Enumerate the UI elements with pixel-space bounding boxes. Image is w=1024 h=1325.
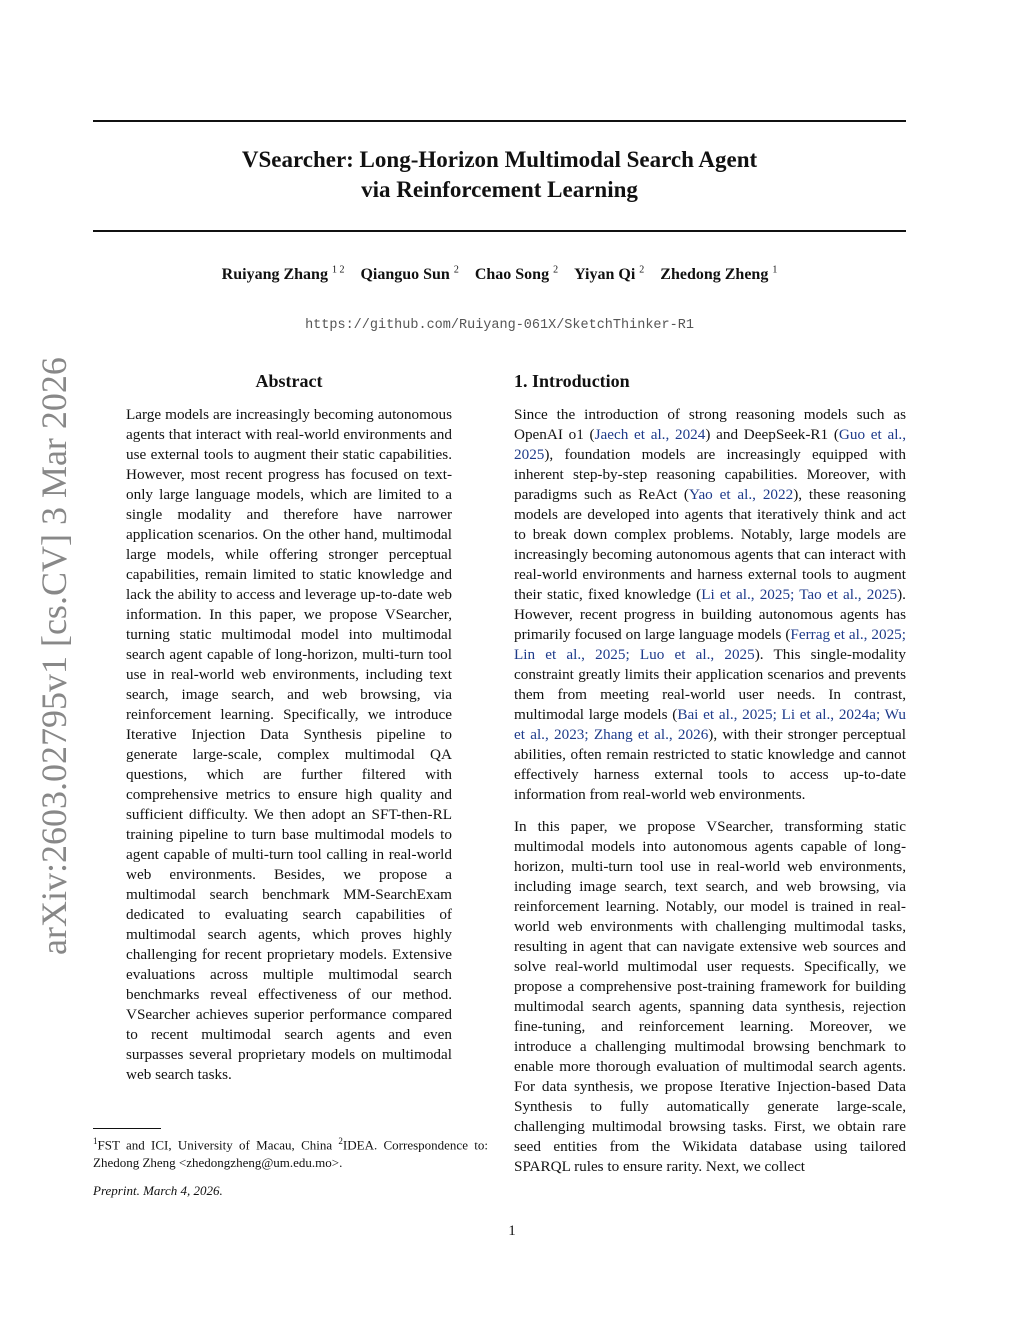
citation-link[interactable]: Ferrag et al., 2025 bbox=[790, 626, 902, 643]
preprint-note: Preprint. March 4, 2026. bbox=[93, 1183, 223, 1198]
citation-link[interactable]: Li et al., 2025 bbox=[701, 586, 791, 603]
author: Chao Song $^2$ bbox=[474, 265, 559, 284]
author: Qianguo Sun $^2$ bbox=[360, 265, 459, 284]
title-top-rule bbox=[93, 120, 906, 122]
title-bottom-rule bbox=[93, 230, 906, 232]
citation-link[interactable]: Bai et al., 2025 bbox=[677, 706, 773, 723]
citation-link[interactable]: Luo et al., 2025 bbox=[639, 646, 755, 663]
title-line-2: via Reinforcement Learning bbox=[361, 177, 638, 202]
author: Ruiyang Zhang $^{1 2}$ bbox=[221, 265, 345, 284]
page-number: 1 bbox=[508, 1223, 516, 1239]
abstract-heading: Abstract bbox=[255, 371, 323, 391]
citation-link[interactable]: Lin et al., 2025 bbox=[514, 646, 626, 663]
introduction-heading: 1. Introduction bbox=[514, 371, 630, 391]
intro-paragraph-2: In this paper, we propose VSearcher, transforming static multimodal models into autonomous agents capable of long-horizon, multi-turn tool use in real-world web environments, including image search, text search, and web browsing, via reinforcement learning. Notably, our model is trained in real-world web environments with challenging multimodal tasks, resulting in agent that can navigate extensive web sources and solve real-world multimodal user requests. Specifically, we propose a comprehensive post-training framework for building multimodal search agents, spanning data synthesis, rejection fine-tuning, and reinforcement learning. Moreover, we introduce a challenging multimodal browsing benchmark to enable more thorough evaluation of multimodal search agents. For data synthesis, we propose Iterative Injection-based Data Synthesis to fully automatically generate large-scale, challenging multimodal browsing tasks. First, we obtain rare seed entities from the Wikidata database using tailored SPARQL rules to ensure rarity. Next, we collect bbox=[514, 818, 906, 1175]
introduction-body bbox=[514, 405, 906, 1177]
title-line-1: VSearcher: Long-Horizon Multimodal Search Agent bbox=[241, 147, 758, 172]
abstract-text: Large models are increasingly becoming autonomous agents that interact with real-world environments and use external tools to augment their static capabilities. However, most recent progress has focused on text-only large language models, which are limited to a single modality and therefore have narrower application scenarios. On the other hand, multimodal large models, while offering stronger perceptual capabilities, remain limited to static knowledge and lack the ability to access and leverage up-to-date web information. In this paper, we propose VSearcher, turning static multimodal model into multimodal search agent capable of long-horizon, multi-turn tool use in real-world web environments, including text search, image search, and web browsing, via reinforcement learning. Specifically, we introduce Iterative Injection Data Synthesis pipeline to generate large-scale, complex multimodal QA questions, which are further filtered with comprehensive metrics to ensure high quality and sufficient difficulty. We then adopt an SFT-then-RL training pipeline to turn base multimodal models to agent capable of multi-turn tool calling in real-world web environments. Besides, we propose a multimodal search benchmark MM-SearchExam dedicated to evaluating search capabilities of multimodal search agents, which proves highly challenging for recent proprietary models. Extensive evaluations across multiple multimodal search benchmarks reveal effectiveness of our method. VSearcher achieves superior performance compared to recent multimodal search agents and even surpasses several proprietary models on multimodal web search tasks. bbox=[126, 406, 452, 1083]
citation-link[interactable]: Jaech et al., 2024 bbox=[594, 426, 706, 443]
author: Yiyan Qi $^2$ bbox=[574, 265, 645, 284]
arxiv-stamp: arXiv:2603.02795v1 [cs.CV] 3 Mar 2026 bbox=[34, 357, 74, 955]
author: Zhedong Zheng $^1$ bbox=[660, 265, 778, 284]
paper-title bbox=[93, 145, 906, 205]
citation-link[interactable]: Zhang et al., 2026 bbox=[593, 726, 709, 743]
abstract-body bbox=[126, 405, 452, 1085]
citation-link[interactable]: Tao et al., 2025 bbox=[799, 586, 898, 603]
intro-paragraph-1: Since the introduction of strong reasoning models such as OpenAI o1 (Jaech et al., 2024) and DeepSeek-R1 (Guo et al., 2025), foundation models are increasingly equipped with inherent step-by-step reasoning capabilities. Moreover, with paradigms such as ReAct (Yao et al., 2022), these reasoning models are developed into agents that iteratively think and act to break down complex problems. Notably, large models are increasingly becoming autonomous agents that can interact with real-world environments and harness external tools to augment their static, fixed knowledge (Li et al., 2025; Tao et al., 2025). However, recent progress in building autonomous agents has primarily focused on large language models (Ferrag et al., 2025; Lin et al., 2025; Luo et al., 2025). This single-modality constraint greatly limits their application scenarios and prevents them from meeting real-world user needs. In contrast, multimodal large models (Bai et al., 2025; Li et al., 2024a; Wu et al., 2023; Zhang et al., 2026), with their stronger perceptual abilities, often remain restricted to static knowledge and cannot effectively harness external tools to access up-to-date information from real-world web environments. bbox=[514, 406, 907, 803]
affiliation-footnote: $^1$FST and ICI, University of Macau, China $^2$IDEA. Correspondence to: Zhedong Zheng <zhedongzheng@um.edu.mo>. bbox=[93, 1136, 488, 1171]
citation-link[interactable]: Guo et al., 2025 bbox=[514, 426, 907, 463]
citation-link[interactable]: Wu et al., 2023 bbox=[514, 706, 906, 743]
citation-link[interactable]: Li et al., 2024a bbox=[781, 706, 876, 723]
author-list bbox=[93, 265, 906, 284]
code-url-link[interactable]: https://github.com/Ruiyang-061X/SketchThinker-R1 bbox=[305, 318, 694, 333]
footnote-rule bbox=[93, 1128, 161, 1129]
citation-link[interactable]: Yao et al., 2022 bbox=[689, 486, 794, 503]
